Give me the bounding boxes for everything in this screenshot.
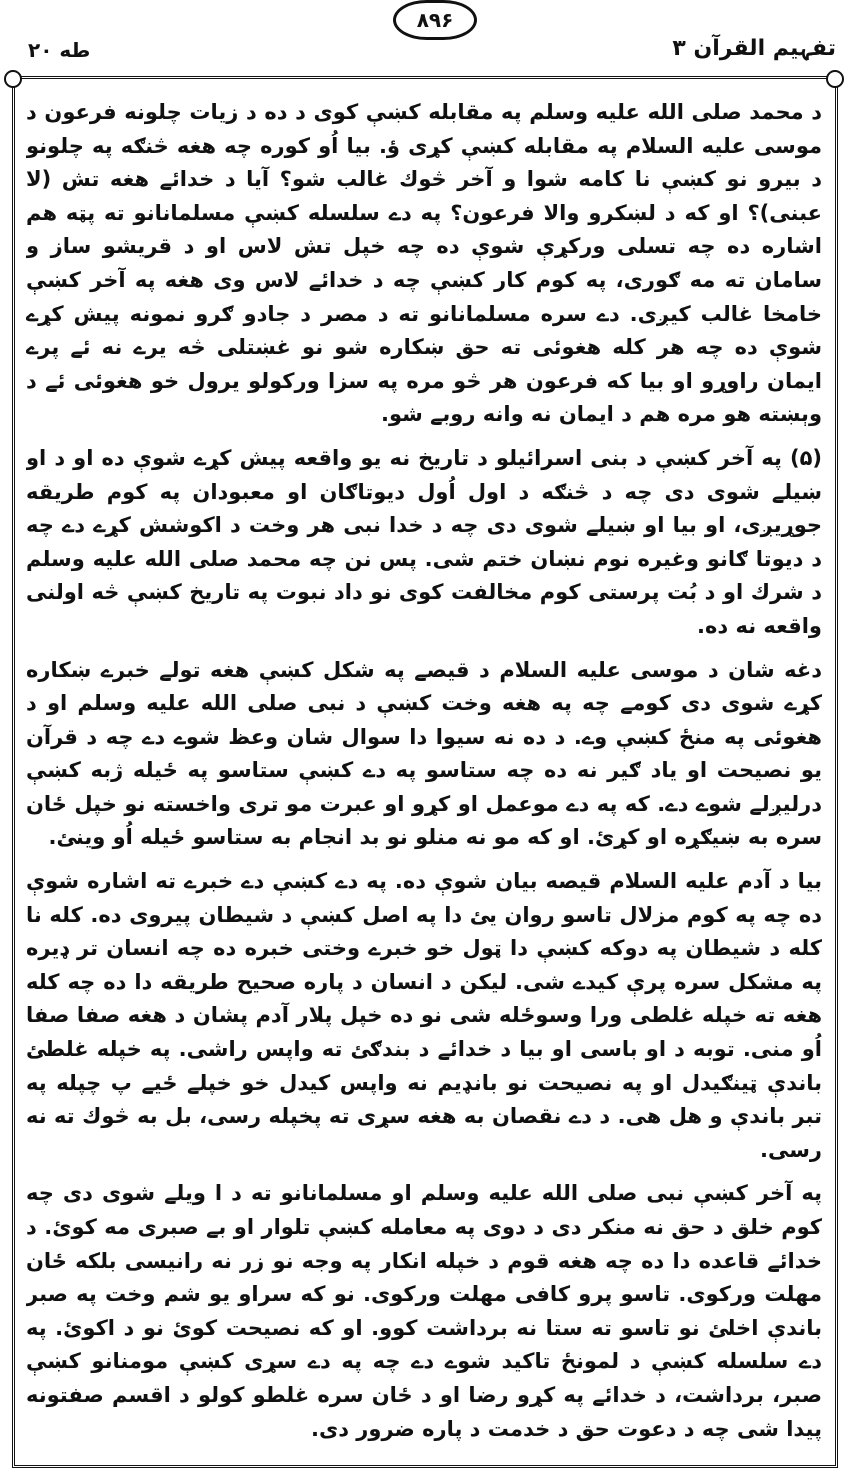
paragraph-3: دغه شان د موسی علیه السلام د قیصے په شکل کښې هغه تولے خبرے ښکاره کړے شوی دی کومے چه په هغه وخت کښې د نبی صلی الله علیه وسلم او د هغوئی په منځ کښې وے. د ده نه سیوا دا سوال شان وعظ شوے دے چه د قرآن یو نصیحت او یاد ګیر نه ده چه ستاسو په دے کښې ستاسو په ځیله ژبه کښې درلیږلے شوے دے. که په دے موعمل او کړو او عبرت مو تری واخسته نو خپل ځان سره به ښیګړه او کړئ. او که مو نه منلو نو بد انجام به ستاسو ځیله اُو وینئ. [26, 657, 822, 850]
book-title: تفہیم القرآن ۳ [672, 36, 836, 61]
paragraph-4: بیا د آدم علیه السلام قیصه بیان شوې ده. په دے کښې دے خبرے ته اشاره شوې ده چه په کوم مزلال تاسو روان یئ دا په اصل کښې د شیطان پیروی ده. کله نا کله د شیطان په دوکه کښې دا ټول خو خبرے وختی خبره ده چه انسان تر ډیره په مشکل سره پرې کیدے شی. لیکن د انسان د پاره صحیح طریقه دا ده چه کله هغه ته خپله غلطی ورا وسوځله شی نو ده خپل پلار آدم پشان د هغه صفا صفا اُو منی. توبه د او باسی او بیا د خدائے د بندګئ ته واپس راشی. په خپله غلطئ باندې ټینګیدل او په نصیحت نو بانډیم نه واپس کیدل خو خپلے ځیے پ چپله په تبر باندې و هل هی. د دے نقصان به هغه سړی ته پخپله رسی، بل به څوك ته نه رسی. [26, 869, 822, 1162]
page-body [26, 96, 822, 1460]
surah-label: طه ۲۰ [28, 38, 91, 62]
paragraph-1: د محمد صلی الله علیه وسلم په مقابله کښې کوی د ده د زیات چلونه فرعون د موسی علیه السلام په مقابله کښې کړی ؤ. بیا اُو کوره چه هغه څنګه په چلونو د بیرو نو کښې نا کامه شوا و آخر څوك غالب شو؟ آیا د خدائے هغه تش (لا عبنی)؟ او که د لښکرو والا فرعون؟ په دے سلسله کښې مسلمانانو ته پټه هم اشاره ده چه تسلی ورکړې شوې ده چه خپل تش لاس او د قریشو ساز و سامان ته مه ګوری، په کوم کار کښې چه د خدائے لاس وی هغه په آخر کښې خامخا غالب کیږی. دے سره مسلمانانو ته د مصر د جادو ګرو نمونه پیش کړے شوې ده چه هر کله هغوئی ته حق ښکاره شو نو غښتلی څه یرے نه ئے پرے ایمان راوړو او بیا که فرعون هر څو مره په سزا ورکولو یرول خو هغوئی ئے د وېښته هو مره هم د ایمان نه وانه روبے شو. [26, 100, 822, 427]
paragraph-5: په آخر کښې نبی صلی الله علیه وسلم او مسلمانانو ته د ا ویلے شوی دی چه کوم خلق د حق نه منکر دی د دوی په معامله کښې تلوار او بے صبری مه کوئ. د خدائے قاعده دا ده چه هغه قوم د خپله انکار په وجه نو زر نه رانیسی بلکه ځان مهلت ورکوی. تاسو پرو کافی مهلت ورکوی. نو که سراو یو شم وخت په صبر باندې اخلئ نو تاسو ته ستا نه برداشت کوو. او که نصیحت کوئ نو د اکوئ. په دے سلسله کښې د لمونځ تاکید شوے دے چه په دے سړی کښې مومنانو کښې صبر، برداشت، د خدائے په کړو رضا او د ځان سره غلطو کولو د اقسم صفتونه پیدا شی چه د دعوت حق د خدمت د پاره ضرور دی. [26, 1181, 822, 1441]
page-header [0, 0, 848, 72]
frame-corner-ornament [826, 70, 844, 88]
paragraph-2: (۵) په آخر کښې د بنی اسرائیلو د تاریخ نه یو واقعه پیش کړے شوې ده او د او ښیلے شوی دی چه د څنګه د اول اُول دیوتاګان او معبودان په کوم طریقه جوړیږی، او بیا او ښیلے شوی دی چه د خدا نبی هر وخت د اکوشش کړے دے چه د دیوتا ګانو وغیره نوم نښان ختم شی. پس نن چه محمد صلی الله علیه وسلم د شرك او د بُت پرستی کوم مخالفت کوی نو داد نبوت په تاریخ کښې څه اولنی واقعه نه ده. [26, 445, 822, 638]
frame-corner-ornament [4, 70, 22, 88]
page-number: ۸۹۶ [393, 0, 477, 40]
